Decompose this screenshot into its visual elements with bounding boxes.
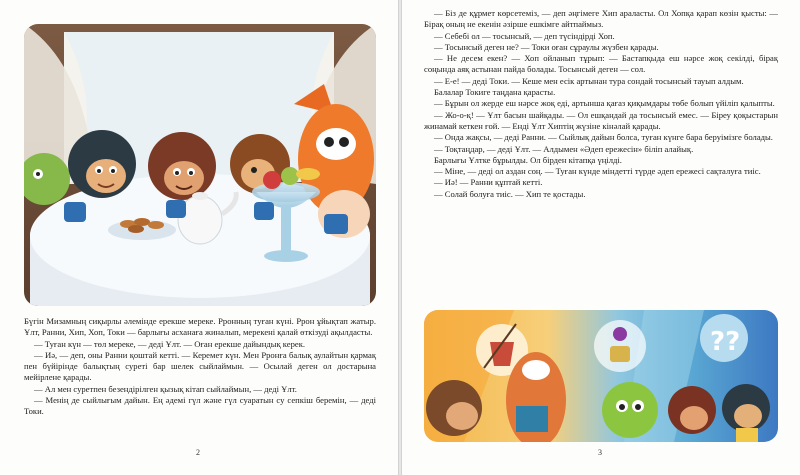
paragraph: — Менің де сыйлығым дайын. Ең әдемі гүл және гүл суаратын су сепкіш беремін, — деді Токи. bbox=[24, 395, 376, 417]
paragraph: — Солай болуға тиіс. — Хип те қостады. bbox=[434, 188, 586, 199]
paragraph: — Жо-о-қ! — Ұлт басын шайқады. — Ол ешқандай да тосынсый емес. — Біреу қоқыстарын жинамай кеткен ғой. — Енді Ұлт Хиптің жүзіне кінәлай қарады. bbox=[424, 109, 778, 131]
paragraph: — Онда жақсы, — деді Ранни. — Сыйлық дайын болса, туған күнге бара беруімізге болады. bbox=[434, 132, 773, 143]
paragraph: Барлығы Ұлтке бұрылды. Ол бірден кітапқа үңілді. bbox=[434, 154, 622, 165]
gifts-illustration bbox=[424, 310, 778, 442]
left-page bbox=[0, 0, 398, 475]
paragraph: — Тосынсый деген не? — Токи оған сұраулы жүзбен қарады. bbox=[434, 41, 659, 52]
paragraph: — Не десем екен? — Хоп ойланып тұрып: — Бастапқыда еш нәрсе жоқ секілді, бірақ соңында аяқ астынан пайда болады. Тосынсый деген — сол. bbox=[424, 53, 778, 75]
paragraph: — Тоқтаңдар, — деді Ұлт. — Алдымен «Әдеп ережесін» біліп алайық. bbox=[434, 143, 694, 154]
right-page bbox=[402, 0, 800, 475]
paragraph: — Е-е! — деді Токи. — Кеше мен есік артынан тура сондай тосынсый тауып алдым. bbox=[434, 75, 744, 86]
page-number: 3 bbox=[598, 448, 602, 457]
left-page-text bbox=[24, 316, 376, 418]
paragraph: — Міне, — деді ол аздан соң. — Туған күнде міндетті түрде әдеп ережесі сақталуға тиіс. bbox=[434, 166, 761, 177]
tea-party-illustration bbox=[24, 24, 376, 306]
paragraph: — Иә, — деп, оны Ранни қоштай кетті. — Керемет күн. Мен Рронға балық аулайтын қармақ пен бүйірінде балықтың суреті бар шелек сыйлаймын. — Осылай деген ол достарына мейірлене қарады. bbox=[24, 349, 376, 383]
paragraph: — Бұрын ол жерде еш нәрсе жоқ еді, артынша қағаз қиқымдары төбе болып үйіліп қалыпты. bbox=[434, 98, 775, 109]
page-number: 2 bbox=[196, 448, 200, 457]
paragraph: — Ал мен суретпен безендірілген қызық кітап сыйлаймын, — деді Ұлт. bbox=[34, 383, 297, 394]
right-page-text bbox=[424, 8, 778, 200]
paragraph: — Себебі ол — тосынсый, — деп түсіндірді Хоп. bbox=[434, 30, 615, 41]
paragraph: — Туған күн — төл мереке, — деді Ұлт. — Оған ерекше дайындық керек. bbox=[34, 338, 306, 349]
svg-text:??: ?? bbox=[710, 327, 741, 357]
paragraph: — Біз де құрмет көрсетеміз, — деп әңгімеге Хип араласты. Ол Хопқа қарап көзін қысты: — Бірақ оның не екенін әзірше ешкімге айтпаймыз. bbox=[424, 8, 778, 30]
paragraph: Балалар Токиге таңдана қарасты. bbox=[434, 87, 556, 98]
paragraph: — Иә! — Ранни құптай кетті. bbox=[434, 177, 543, 188]
paragraph: Бүгін Мизамның сиқырлы әлемінде ерекше мереке. Рронның туған күні. Ррон ұйықтап жатыр. Ұлт, Ранни, Хип, Хоп, Токи — барлығы асханаға жиналып, мерекені қалай өткізуді ақылдасты. bbox=[24, 316, 376, 338]
